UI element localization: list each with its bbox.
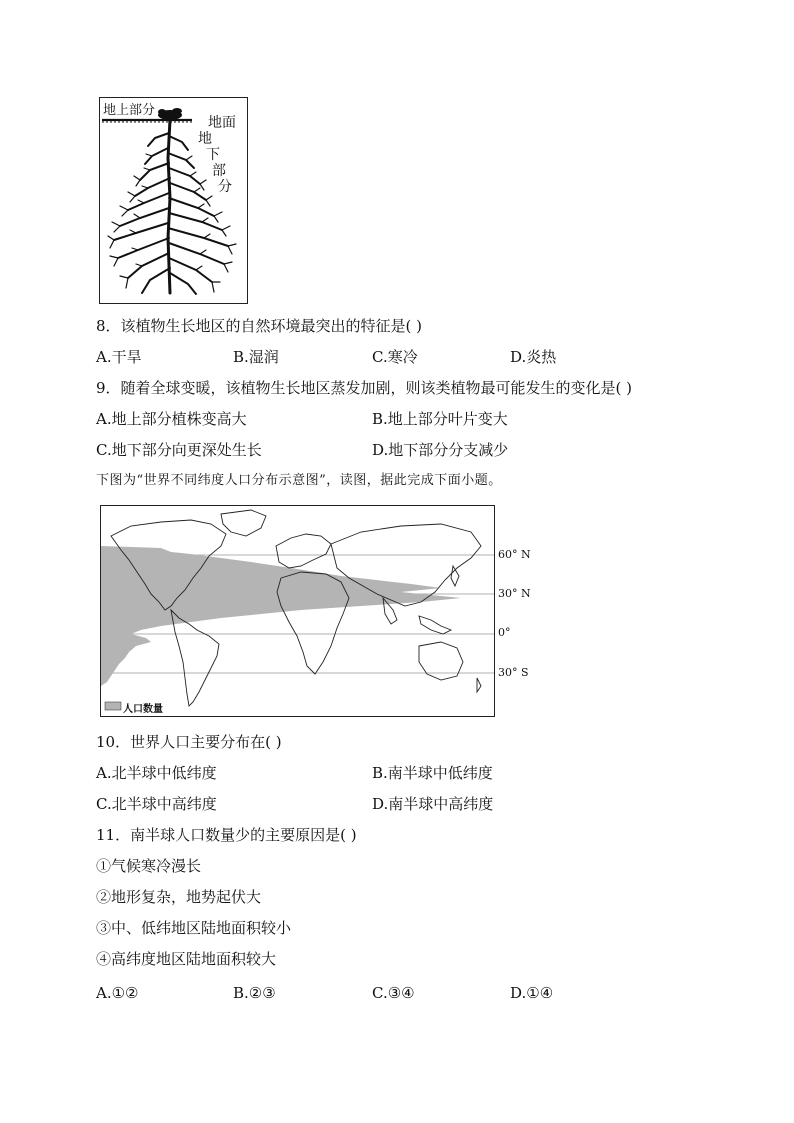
- root-diagram: [99, 97, 248, 304]
- q10-option-d[interactable]: D.南半球中高纬度: [372, 795, 494, 813]
- question-11-stem: 11．南半球人口数量少的主要原因是( ): [96, 826, 357, 844]
- q11-statement-4: ④高纬度地区陆地面积较大: [96, 950, 277, 968]
- q8-option-c[interactable]: C.寒冷: [372, 348, 418, 366]
- q9-option-c[interactable]: C.地下部分向更深处生长: [96, 441, 262, 459]
- below-char-2: 下: [206, 147, 220, 163]
- lat-label-60n: 60° N: [498, 548, 531, 561]
- q11-statement-2: ②地形复杂，地势起伏大: [96, 888, 262, 906]
- q9-option-d[interactable]: D.地下部分分支减少: [372, 441, 509, 459]
- lat-label-30n: 30° N: [498, 587, 531, 600]
- label-above-ground: 地上部分: [103, 99, 155, 118]
- below-char-1: 地: [198, 131, 212, 147]
- q10-option-a[interactable]: A.北半球中低纬度: [96, 764, 217, 782]
- q11-option-a[interactable]: A.①②: [96, 984, 139, 1002]
- q9-option-a[interactable]: A.地上部分植株变高大: [96, 410, 247, 428]
- q9-option-b[interactable]: B.地上部分叶片变大: [372, 410, 508, 428]
- below-char-4: 分: [218, 179, 232, 195]
- legend-label: 人口数量: [123, 704, 163, 715]
- q8-option-b[interactable]: B.湿润: [233, 348, 279, 366]
- population-bars: [101, 546, 461, 686]
- q10-option-b[interactable]: B.南半球中低纬度: [372, 764, 493, 782]
- lat-label-equator: 0°: [498, 626, 511, 639]
- q10-option-c[interactable]: C.北半球中高纬度: [96, 795, 217, 813]
- below-char-3: 部: [212, 163, 226, 179]
- section-intro: 下图为“世界不同纬度人口分布示意图”，读图，据此完成下面小题。: [96, 473, 502, 488]
- plant-top: [158, 108, 182, 120]
- population-map: [100, 505, 495, 717]
- question-9-stem: 9．随着全球变暖，该植物生长地区蒸发加剧，则该类植物最可能发生的变化是( ): [96, 379, 633, 397]
- world-map-drawing: [101, 506, 495, 717]
- q11-option-c[interactable]: C.③④: [372, 984, 415, 1002]
- label-below-ground: [194, 128, 234, 198]
- q8-option-a[interactable]: A.干旱: [96, 348, 142, 366]
- question-8-stem: 8．该植物生长地区的自然环境最突出的特征是( ): [96, 317, 423, 335]
- label-ground: 地面: [208, 115, 236, 131]
- q11-statement-3: ③中、低纬地区陆地面积较小: [96, 919, 292, 937]
- q11-option-b[interactable]: B.②③: [233, 984, 276, 1002]
- q11-statement-1: ①气候寒冷漫长: [96, 857, 202, 875]
- lat-label-30s: 30° S: [498, 666, 529, 679]
- q8-option-d[interactable]: D.炎热: [510, 348, 557, 366]
- question-10-stem: 10．世界人口主要分布在( ): [96, 733, 282, 751]
- q11-option-d[interactable]: D.①④: [510, 984, 554, 1002]
- legend: [105, 702, 121, 710]
